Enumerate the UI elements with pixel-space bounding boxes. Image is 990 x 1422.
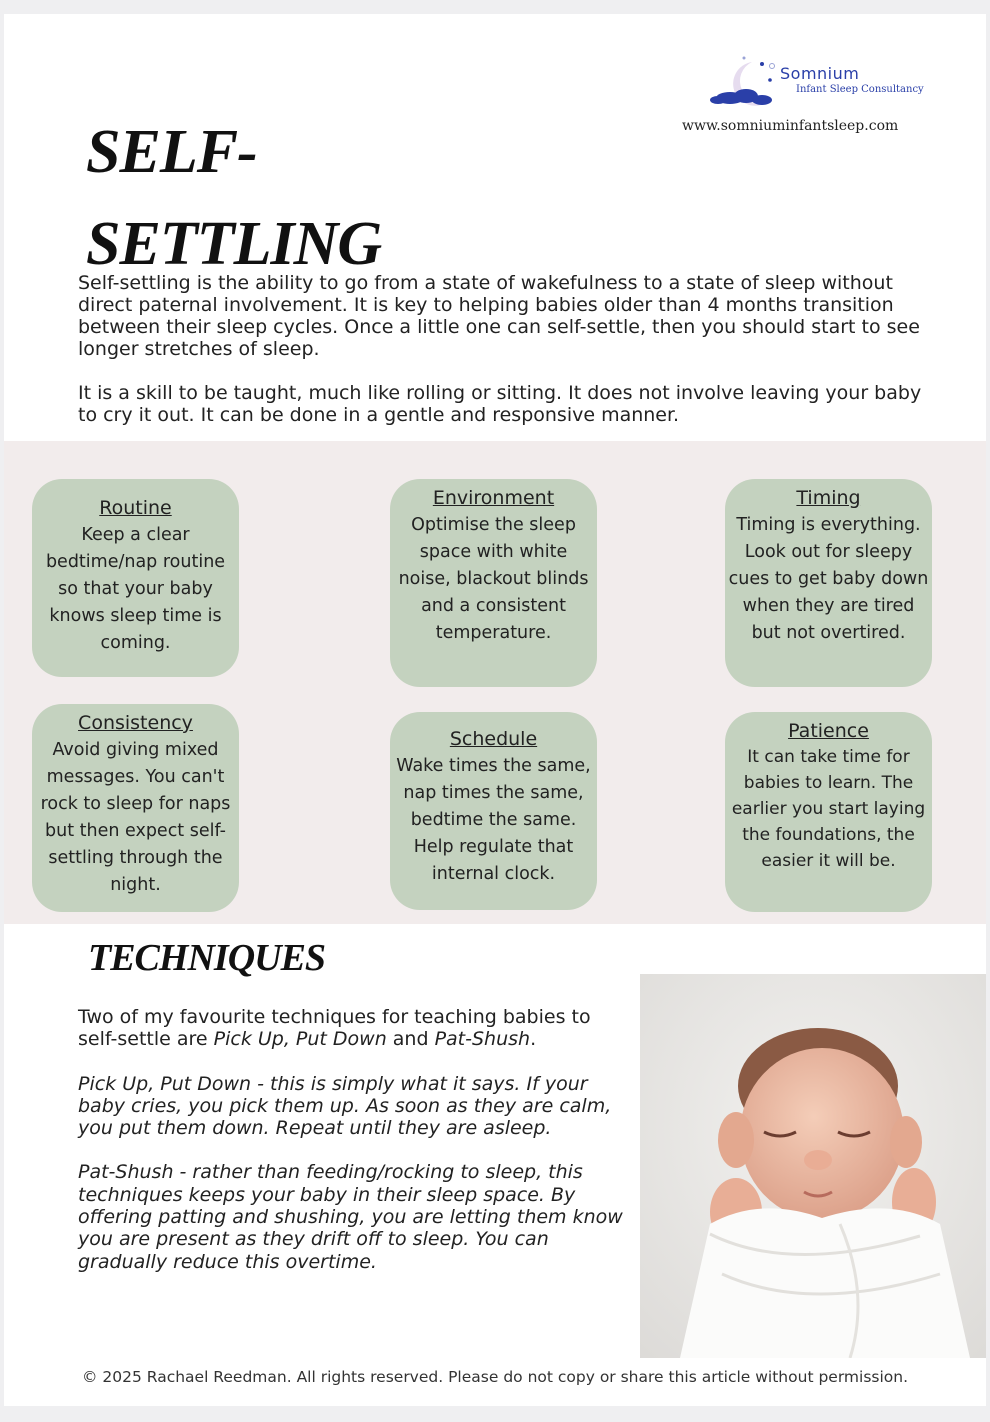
brand-tagline: Infant Sleep Consultancy xyxy=(796,84,924,95)
tip-card-schedule xyxy=(390,712,597,910)
copyright-footer: © 2025 Rachael Reedman. All rights reserved. Please do not copy or share this article without permission. xyxy=(81,1368,909,1386)
tip-text: It can take time for babies to learn. The earlier you start laying the foundations, the easier it will be. xyxy=(731,747,926,871)
brand-name: Somnium xyxy=(780,64,860,83)
and-word: and xyxy=(386,1028,435,1051)
technique-1-name: Pick Up, Put Down xyxy=(213,1028,387,1051)
tip-title: Environment xyxy=(432,487,555,509)
technique-pick-up-text: Pick Up, Put Down - this is simply what it says. If your baby cries, you pick them up. As soon as they are calm, you put them down. Repeat until they are asleep. xyxy=(78,1072,612,1140)
tip-text: Keep a clear bedtime/nap routine so that your baby knows sleep time is coming. xyxy=(45,525,226,653)
techniques-intro-end: . xyxy=(530,1028,537,1051)
intro-text xyxy=(78,272,928,448)
tip-card-timing xyxy=(725,479,932,687)
tip-text: Timing is everything. Look out for sleepy cues to get baby down when they are tired but not overtired. xyxy=(728,515,929,643)
tip-text: Optimise the sleep space with white noise, blackout blinds and a consistent temperature. xyxy=(398,515,589,643)
technique-pick-up-put-down xyxy=(78,1073,626,1140)
tip-card-routine xyxy=(32,479,239,677)
technique-2-name: Pat-Shush xyxy=(434,1028,531,1051)
tip-title: Patience xyxy=(788,720,869,742)
tips-band xyxy=(4,441,986,924)
tip-card-patience xyxy=(725,712,932,912)
article-page xyxy=(4,14,986,1406)
tip-card-consistency xyxy=(32,704,239,912)
techniques-heading: TECHNIQUES xyxy=(88,937,326,979)
technique-pat-shush-text: Pat-Shush - rather than feeding/rocking to sleep, this techniques keeps your baby in their sleep space. By offering patting and shushing, you are letting them know you are present as they drift off to sleep. You can gradually reduce this overtime. xyxy=(78,1161,623,1273)
website-url[interactable]: www.somniuminfantsleep.com xyxy=(682,118,899,134)
intro-paragraph-2: It is a skill to be taught, much like rolling or sitting. It does not involve leaving your baby to cry it out. It can be done in a gentle and responsive manner. xyxy=(78,382,922,426)
moon-cloud-icon xyxy=(708,52,788,112)
technique-pat-shush xyxy=(78,1161,626,1272)
techniques-text xyxy=(78,1006,626,1295)
techniques-intro xyxy=(78,1006,626,1051)
tip-card-environment xyxy=(390,479,597,687)
sleeping-baby-image xyxy=(640,974,986,1358)
page-title: SELF-SETTLING xyxy=(86,118,382,278)
tip-text: Avoid giving mixed messages. You can't rock to sleep for naps but then expect self-settling through the night. xyxy=(40,740,231,895)
sleeping-baby-illustration xyxy=(640,974,986,1358)
tip-title: Timing xyxy=(796,487,861,509)
techniques-intro-start: Two of my favourite techniques for teaching babies to self-settle are xyxy=(78,1006,591,1051)
tip-title: Consistency xyxy=(78,712,193,734)
intro-paragraph-1: Self-settling is the ability to go from a state of wakefulness to a state of sleep without direct paternal involvement. It is key to helping babies older than 4 months transition between their sleep cycles. Once a little one can self-settle, then you should start to see longer stretches of sleep. xyxy=(78,272,920,360)
tip-title: Schedule xyxy=(449,728,538,750)
brand-logo xyxy=(708,52,938,122)
tip-title: Routine xyxy=(99,497,172,519)
tip-text: Wake times the same, nap times the same, bedtime the same. Help regulate that internal clock. xyxy=(396,756,591,884)
